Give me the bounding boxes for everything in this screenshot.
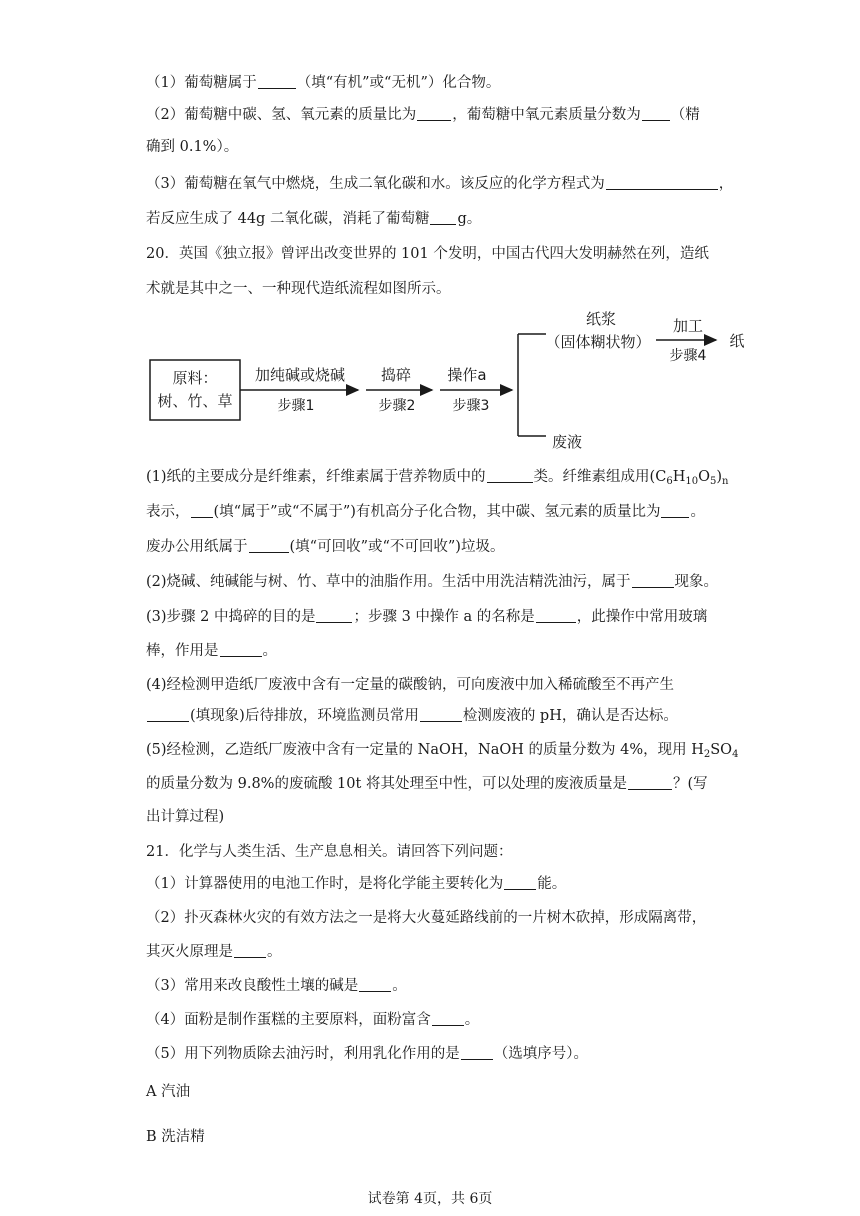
q19-part2-cont: 确到 0.1%）。 [146,139,239,155]
q21-option-b[interactable]: B 洗洁精 [146,1129,205,1145]
page-footer: 试卷第 4页，共 6页 [367,1191,493,1207]
answer-blank[interactable] [536,608,576,623]
pulp-description: （固体糊状物） [545,333,651,351]
raw-material-items: 树、竹、草 [157,392,233,410]
answer-blank[interactable] [147,707,189,722]
step4-label: 加工 [672,317,704,335]
answer-blank[interactable] [432,1011,464,1026]
q20-part3: (3)步骤 2 中捣碎的目的是 ；步骤 3 中操作 a 的名称是 ，此操作中常用玻璃 [146,609,708,625]
step1-name: 步骤1 [277,398,315,414]
answer-blank[interactable] [258,74,296,89]
answer-blank[interactable] [632,573,674,588]
step3-label: 操作a [447,366,487,384]
q21-option-a[interactable]: A 汽油 [146,1084,191,1100]
q19-part1: （1）葡萄糖属于 （填“有机”或“无机”）化合物。 [146,75,501,91]
answer-blank[interactable] [359,977,391,992]
q20-part2: (2)烧碱、纯碱能与树、竹、草中的油脂作用。生活中用洗洁精洗油污，属于 现象。 [146,574,719,590]
answer-blank[interactable] [642,106,670,121]
q19-part2: （2）葡萄糖中碳、氢、氧元素的质量比为 ，葡萄糖中氧元素质量分数为 （精 [146,107,700,123]
answer-blank[interactable] [191,503,213,518]
papermaking-flow-diagram [0,300,860,460]
answer-blank[interactable] [220,642,262,657]
q19-part3-cont: 若反应生成了 44g 二氧化碳，消耗了葡萄糖 g。 [146,211,482,227]
answer-blank[interactable] [487,468,533,483]
step3-name: 步骤3 [452,398,490,414]
step4-name: 步骤4 [669,348,707,364]
q20-part5-cont2: 出计算过程) [146,809,225,825]
product-label: 纸 [729,332,745,350]
q20-part1-cont: 表示， (填“属于”或“不属于”)有机高分子化合物，其中碳、氢元素的质量比为 。 [146,504,705,520]
q20-part3-cont: 棒，作用是 。 [146,643,277,659]
q20-part5-cont: 的质量分数为 9.8%的废硫酸 10t 将其处理至中性，可以处理的废液质量是 ？(写 [146,776,708,792]
q20-part1-cont2: 废办公用纸属于 (填“可回收”或“不可回收”)垃圾。 [146,539,505,555]
step1-label: 加纯碱或烧碱 [254,366,346,384]
q20-intro: 20．英国《独立报》曾评出改变世界的 101 个发明，中国古代四大发明赫然在列，造纸 [146,246,709,262]
q20-part4-cont: (填现象)后待排放，环境监测员常用 检测废液的 pH，确认是否达标。 [146,706,678,726]
step2-label: 捣碎 [380,366,412,384]
answer-blank[interactable] [628,775,672,790]
q20-part4: (4)经检测甲造纸厂废液中含有一定量的碳酸钠，可向废液中加入稀硫酸至不再产生 [146,677,675,693]
q20-part5: (5)经检测，乙造纸厂废液中含有一定量的 NaOH，NaOH 的质量分数为 4%，现用 $H_2SO_4$ [146,742,739,760]
q21-part1: （1）计算器使用的电池工作时，是将化学能主要转化为 能。 [146,876,567,892]
waste-label: 废液 [551,433,583,451]
answer-blank[interactable] [249,538,289,553]
raw-material-label: 原料： [172,369,218,387]
answer-blank[interactable] [430,210,456,225]
answer-blank[interactable] [661,503,689,518]
q21-part4: （4）面粉是制作蛋糕的主要原料，面粉富含 。 [146,1012,480,1028]
answer-blank[interactable] [606,175,718,190]
q21-part2: （2）扑灭森林火灾的有效方法之一是将大火蔓延路线前的一片树木砍掉，形成隔离带， [146,910,707,926]
answer-blank[interactable] [316,608,352,623]
q19-part3: （3）葡萄糖在氧气中燃烧，生成二氧化碳和水。该反应的化学方程式为 ， [146,176,734,192]
q21-part3: （3）常用来改良酸性土壤的碱是 。 [146,978,407,994]
answer-blank[interactable] [417,106,451,121]
q21-part2-cont: 其灭火原理是 。 [146,944,282,960]
q20-intro-cont: 术就是其中之一、一种现代造纸流程如图所示。 [146,281,451,297]
q21-part5: （5）用下列物质除去油污时，利用乳化作用的是 （选填序号）。 [146,1046,588,1062]
answer-blank[interactable] [234,943,266,958]
answer-blank[interactable] [461,1045,493,1060]
q20-part1: (1)纸的主要成分是纤维素，纤维素属于营养物质中的 类。纤维素组成用$(C_6H_{10}O_5)_n$ [146,469,729,487]
pulp-label: 纸浆 [585,310,617,328]
answer-blank[interactable] [504,875,536,890]
step2-name: 步骤2 [378,398,416,414]
answer-blank[interactable] [420,707,462,722]
q21-intro: 21．化学与人类生活、生产息息相关。请回答下列问题： [146,844,513,860]
